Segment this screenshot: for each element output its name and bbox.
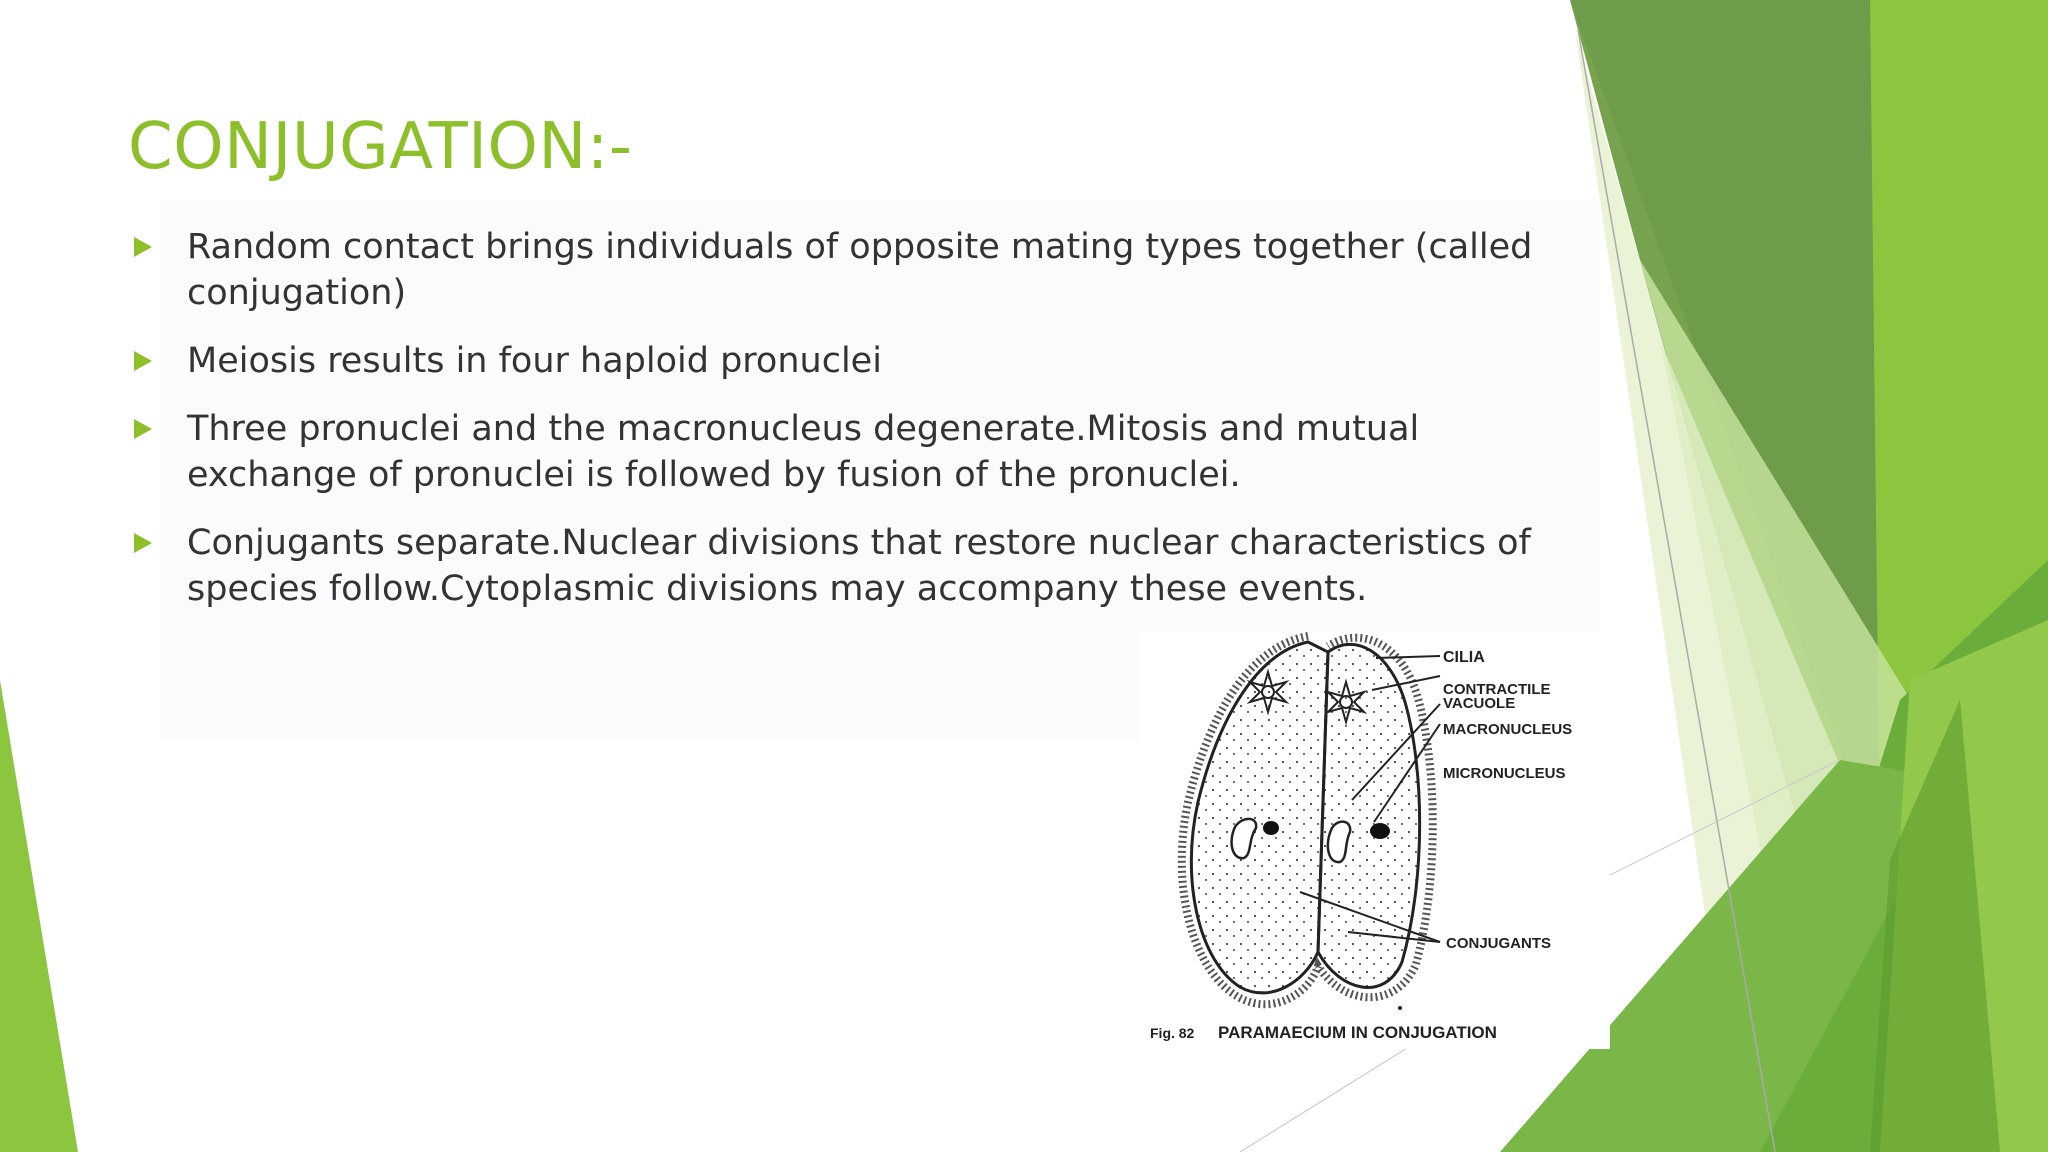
slide-title: CONJUGATION:- <box>128 110 633 184</box>
label-conjugants: CONJUGANTS <box>1446 935 1552 952</box>
bullet-item <box>128 406 1548 498</box>
bullet-arrow-icon <box>134 237 152 257</box>
macronucleus-right <box>1370 823 1390 839</box>
bullet-item <box>128 520 1548 612</box>
figure-number: Fig. 82 <box>1150 1025 1195 1041</box>
bullet-item <box>128 224 1548 316</box>
right-conjugant-shape <box>1318 644 1420 987</box>
paramecium-figure <box>1140 632 1610 1049</box>
label-vacuole: VACUOLE <box>1443 695 1516 712</box>
bullet-arrow-icon <box>134 419 152 439</box>
bullet-text: Random contact brings individuals of opposite mating types together (called conjugation) <box>187 227 1533 313</box>
label-contractile: CONTRACTILE <box>1443 681 1551 698</box>
bullet-text: Conjugants separate.Nuclear divisions that restore nuclear characteristics of species follow.Cytoplasmic divisions may accompany these events. <box>187 523 1531 609</box>
figure-caption: PARAMAECIUM IN CONJUGATION <box>1218 1023 1497 1042</box>
label-cilia: CILIA <box>1443 649 1485 666</box>
bullet-arrow-icon <box>134 533 152 553</box>
macronucleus-left <box>1263 821 1279 835</box>
paramecium-illustration <box>1140 632 1610 1049</box>
bullet-text: Meiosis results in four haploid pronuclei <box>187 341 882 381</box>
bullet-arrow-icon <box>134 351 152 371</box>
bullet-list <box>128 224 1548 634</box>
left-conjugant-shape <box>1191 642 1328 993</box>
bullet-item <box>128 338 1548 384</box>
label-macronucleus: MACRONUCLEUS <box>1443 721 1573 738</box>
bullet-text: Three pronuclei and the macronucleus degenerate.Mitosis and mutual exchange of pronuclei is followed by fusion of the pronuclei. <box>187 409 1420 495</box>
label-micronucleus: MICRONUCLEUS <box>1443 765 1566 782</box>
